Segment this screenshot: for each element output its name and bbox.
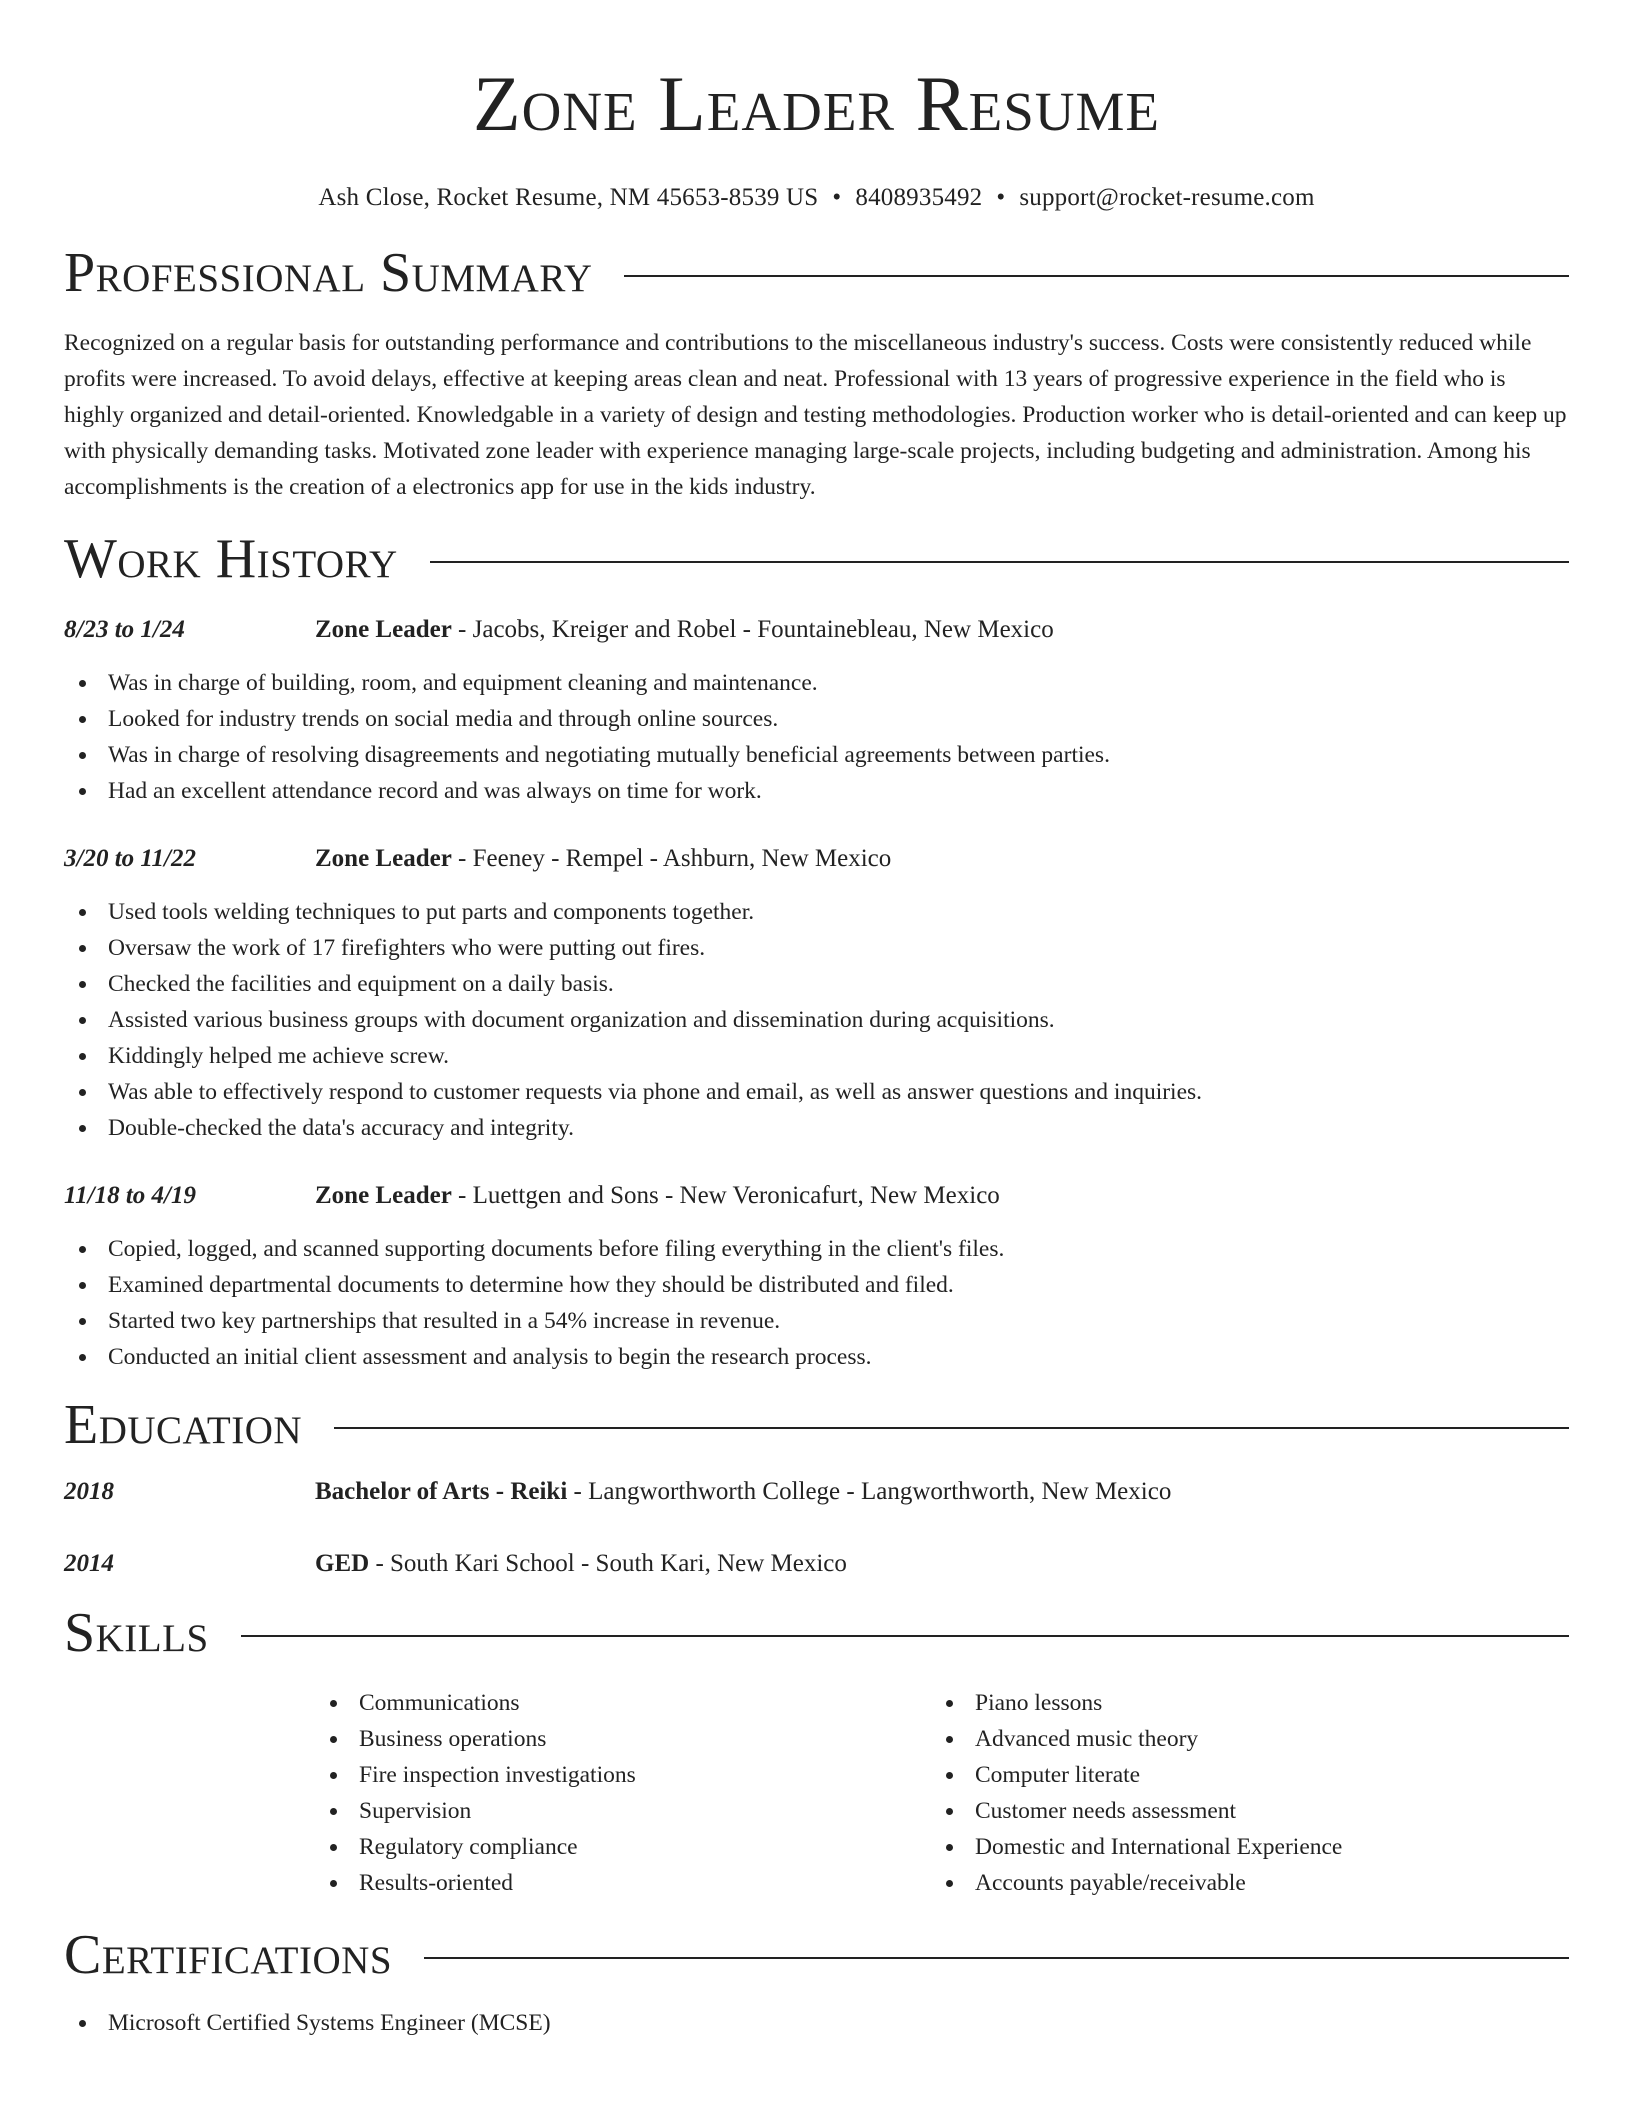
education-entry: [64, 1547, 1569, 1581]
certifications-section-header: [64, 1923, 1569, 1987]
list-item: Checked the facilities and equipment on a daily basis.: [64, 966, 1569, 1002]
certification-item: Microsoft Certified Systems Engineer (MCSE): [64, 2005, 1569, 2041]
section-divider: [430, 561, 1569, 563]
list-item: Kiddingly helped me achieve screw.: [64, 1038, 1569, 1074]
education-degree: GED: [315, 1550, 370, 1577]
skills-list-left: [315, 1685, 931, 1901]
education-section-header: [64, 1393, 1569, 1457]
list-item: Copied, logged, and scanned supporting documents before filing everything in the client's files.: [64, 1231, 1569, 1267]
education-year: 2018: [64, 1478, 114, 1505]
skill-item: Fire inspection investigations: [315, 1757, 931, 1793]
work-heading: [315, 842, 1569, 876]
work-role: Zone Leader: [315, 1182, 452, 1209]
certifications-list: [64, 2005, 1569, 2041]
skill-item: Supervision: [315, 1793, 931, 1829]
section-divider: [334, 1427, 1569, 1429]
list-item: Was able to effectively respond to customer requests via phone and email, as well as answer questions and inquiries.: [64, 1074, 1569, 1110]
list-item: Started two key partnerships that resulted in a 54% increase in revenue.: [64, 1303, 1569, 1339]
education-heading: [315, 1547, 1569, 1581]
section-divider: [424, 1957, 1569, 1959]
work-heading: [315, 1179, 1569, 1213]
skills-section-header: [64, 1601, 1569, 1665]
work-dates: 3/20 to 11/22: [64, 845, 196, 872]
list-item: Looked for industry trends on social media and through online sources.: [64, 701, 1569, 737]
skills-section-title: Skills: [64, 1602, 209, 1664]
skill-item: Regulatory compliance: [315, 1829, 931, 1865]
work-dates: 11/18 to 4/19: [64, 1182, 196, 1209]
skill-item: Domestic and International Experience: [931, 1829, 1547, 1865]
work-heading: [315, 613, 1569, 647]
skill-item: Advanced music theory: [931, 1721, 1547, 1757]
education-degree: Bachelor of Arts - Reiki: [315, 1478, 568, 1505]
list-item: Used tools welding techniques to put parts and components together.: [64, 894, 1569, 930]
list-item: Was in charge of building, room, and equipment cleaning and maintenance.: [64, 665, 1569, 701]
list-item: Oversaw the work of 17 firefighters who were putting out fires.: [64, 930, 1569, 966]
skill-item: Customer needs assessment: [931, 1793, 1547, 1829]
work-entry: [64, 1179, 1569, 1375]
skill-item: Piano lessons: [931, 1685, 1547, 1721]
summary-section-header: [64, 241, 1569, 305]
education-year: 2014: [64, 1550, 114, 1577]
work-role: Zone Leader: [315, 845, 452, 872]
section-divider: [624, 275, 1569, 277]
contact-separator: •: [996, 184, 1006, 211]
skill-item: Accounts payable/receivable: [931, 1865, 1547, 1901]
contact-line: [64, 183, 1569, 213]
skills-list-right: [931, 1685, 1547, 1901]
work-bullets: [64, 1231, 1569, 1375]
resume-title: Zone Leader Resume: [472, 60, 1161, 147]
education-section-title: Education: [64, 1394, 303, 1456]
work-bullets: [64, 894, 1569, 1146]
list-item: Was in charge of resolving disagreements and negotiating mutually beneficial agreements between parties.: [64, 737, 1569, 773]
contact-phone: 8408935492: [855, 184, 983, 211]
education-details: - South Kari School - South Kari, New Mexico: [369, 1550, 847, 1577]
education-heading: [315, 1475, 1569, 1509]
contact-address: Ash Close, Rocket Resume, NM 45653-8539 US: [318, 184, 819, 211]
resume-page: [64, 0, 1569, 2041]
work-dates: 8/23 to 1/24: [64, 616, 185, 643]
skill-item: Business operations: [315, 1721, 931, 1757]
work-section-title: Work History: [64, 528, 398, 590]
education-entry: [64, 1475, 1569, 1509]
work-details: - Jacobs, Kreiger and Robel - Fountainebleau, New Mexico: [451, 616, 1054, 643]
skill-item: Communications: [315, 1685, 931, 1721]
skills-columns: [315, 1685, 1569, 1901]
list-item: Assisted various business groups with document organization and dissemination during acquisitions.: [64, 1002, 1569, 1038]
summary-text: Recognized on a regular basis for outstanding performance and contributions to the miscellaneous industry's success. Costs were consistently reduced while profits were increased. To avoid delays, effective at keeping areas clean and neat. Professional with 13 years of progressive experience in the field who is highly organized and detail-oriented. Knowledgable in a variety of design and testing methodologies. Production worker who is detail-oriented and can keep up with physically demanding tasks. Motivated zone leader with experience managing large-scale projects, including budgeting and administration. Among his accomplishments is the creation of a electronics app for use in the kids industry.: [64, 330, 1567, 500]
work-section-header: [64, 527, 1569, 591]
contact-email[interactable]: support@rocket-resume.com: [1019, 184, 1315, 211]
work-details: - Feeney - Rempel - Ashburn, New Mexico: [451, 845, 892, 872]
list-item: Examined departmental documents to determine how they should be distributed and filed.: [64, 1267, 1569, 1303]
work-role: Zone Leader: [315, 616, 452, 643]
list-item: Had an excellent attendance record and was always on time for work.: [64, 773, 1569, 809]
work-entry: [64, 842, 1569, 1146]
skill-item: Results-oriented: [315, 1865, 931, 1901]
section-divider: [241, 1635, 1569, 1637]
education-details: - Langworthworth College - Langworthworth, New Mexico: [567, 1478, 1172, 1505]
summary-section-title: Professional Summary: [64, 242, 593, 304]
list-item: Conducted an initial client assessment and analysis to begin the research process.: [64, 1339, 1569, 1375]
work-details: - Luettgen and Sons - New Veronicafurt, New Mexico: [451, 1182, 1000, 1209]
work-entry: [64, 613, 1569, 809]
certifications-section-title: Certifications: [64, 1924, 393, 1986]
contact-separator: •: [832, 184, 842, 211]
skill-item: Computer literate: [931, 1757, 1547, 1793]
work-bullets: [64, 665, 1569, 809]
list-item: Double-checked the data's accuracy and integrity.: [64, 1110, 1569, 1146]
